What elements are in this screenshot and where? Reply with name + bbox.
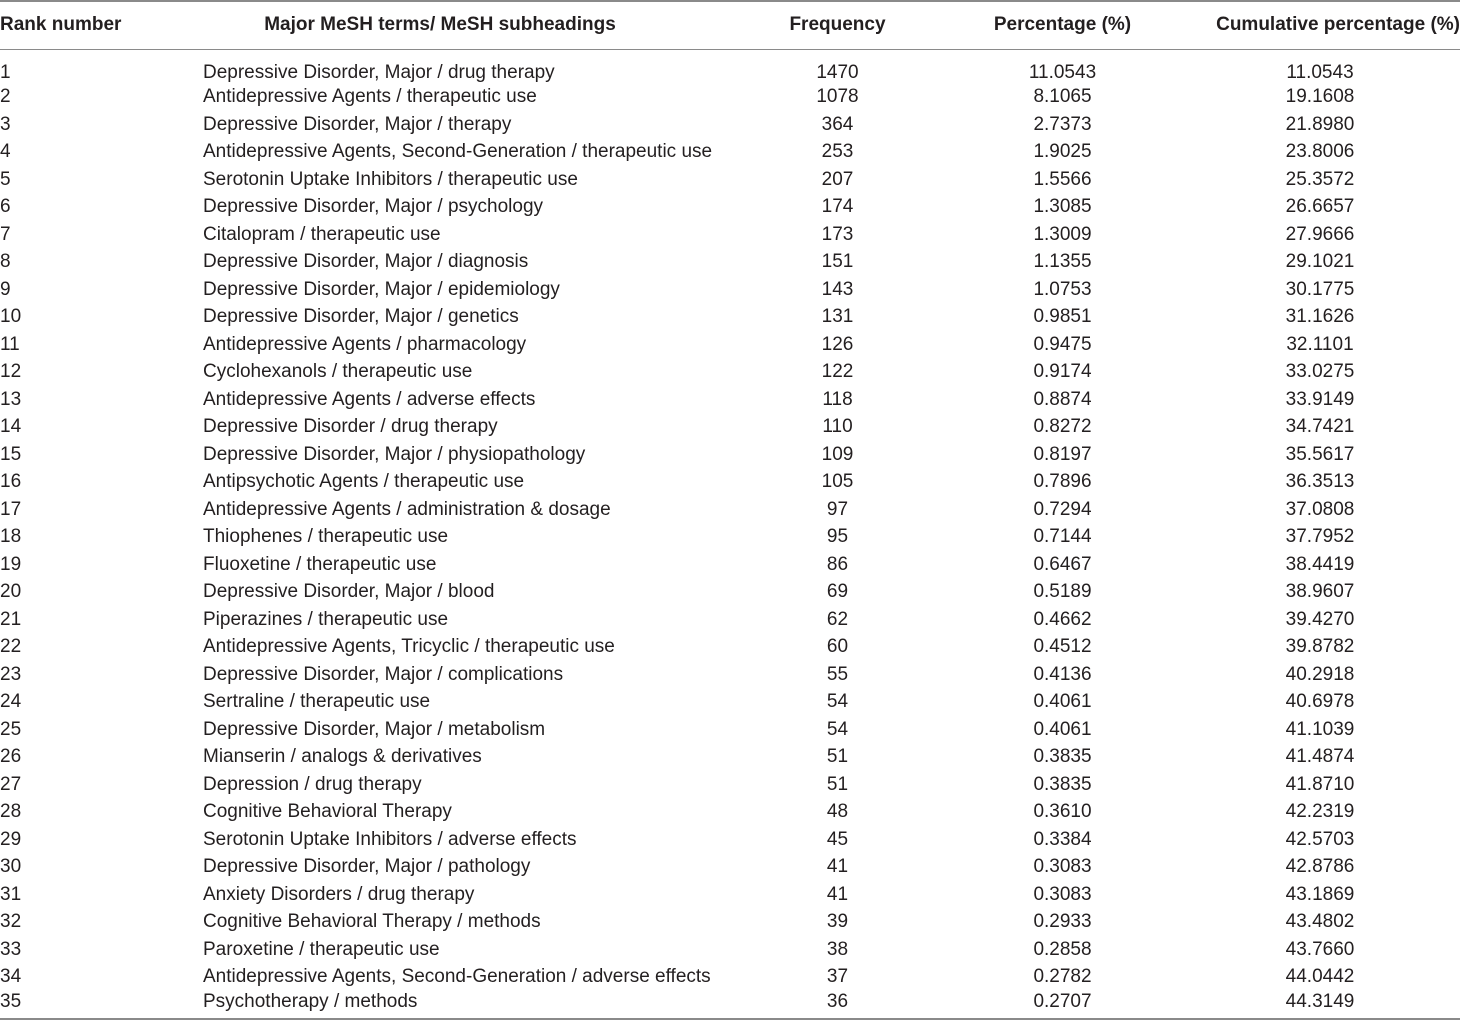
cell-frequency: 174 [821, 196, 854, 218]
cell-percentage: 0.4512 [1033, 636, 1092, 658]
cell-rank: 5 [0, 168, 11, 190]
cell-rank: 10 [0, 306, 22, 328]
cell-percentage: 0.8197 [1033, 443, 1092, 465]
table-row [0, 826, 1460, 854]
table-header [0, 1, 1460, 49]
table-row [0, 551, 1460, 579]
cell-rank: 22 [0, 636, 22, 658]
cell-term: Anxiety Disorders / drug therapy [203, 883, 475, 905]
cell-rank: 26 [0, 746, 22, 768]
cell-percentage: 0.9174 [1033, 361, 1092, 383]
cell-rank: 28 [0, 801, 22, 823]
cell-cumulative: 34.7421 [1285, 416, 1355, 438]
cell-percentage: 1.5566 [1033, 168, 1092, 190]
cell-rank: 31 [0, 883, 22, 905]
cell-cumulative: 39.4270 [1285, 608, 1355, 630]
cell-term: Antidepressive Agents / therapeutic use [203, 86, 537, 108]
cell-term: Antipsychotic Agents / therapeutic use [203, 471, 525, 493]
cell-rank: 12 [0, 361, 22, 383]
table-row [0, 221, 1460, 249]
cell-rank: 33 [0, 938, 22, 960]
table-row [0, 524, 1460, 552]
table-row [0, 909, 1460, 937]
cell-cumulative: 44.0442 [1285, 966, 1355, 988]
cell-cumulative: 37.7952 [1285, 526, 1355, 548]
cell-term: Cyclohexanols / therapeutic use [203, 361, 473, 383]
cell-cumulative: 42.2319 [1285, 801, 1355, 823]
cell-term: Cognitive Behavioral Therapy [203, 801, 452, 823]
cell-frequency: 207 [821, 168, 854, 190]
cell-cumulative: 37.0808 [1285, 498, 1355, 520]
table-row [0, 606, 1460, 634]
cell-rank: 35 [0, 991, 150, 1019]
cell-percentage: 0.2782 [1033, 966, 1092, 988]
cell-cumulative: 31.1626 [1285, 306, 1355, 328]
cell-percentage: 0.2933 [1033, 911, 1092, 933]
table-row [0, 496, 1460, 524]
table-row [0, 579, 1460, 607]
cell-percentage: 8.1065 [1033, 86, 1092, 108]
cell-rank: 24 [0, 691, 22, 713]
cell-rank: 3 [0, 113, 11, 135]
cell-percentage: 0.8874 [1033, 388, 1092, 410]
cell-frequency: 97 [826, 498, 849, 520]
table-row [0, 689, 1460, 717]
cell-frequency: 109 [821, 443, 854, 465]
cell-frequency: 45 [826, 828, 849, 850]
cell-term: Antidepressive Agents / pharmacology [203, 333, 527, 355]
cell-term: Antidepressive Agents / adverse effects [203, 388, 536, 410]
cell-term: Depressive Disorder, Major / diagnosis [203, 251, 529, 273]
cell-term: Thiophenes / therapeutic use [203, 526, 449, 548]
cell-percentage: 0.7144 [1033, 526, 1092, 548]
cell-term: Depressive Disorder, Major / therapy [203, 113, 512, 135]
cell-term: Cognitive Behavioral Therapy / methods [203, 911, 541, 933]
cell-rank: 4 [0, 141, 11, 163]
cell-percentage: 0.3835 [1033, 773, 1092, 795]
cell-frequency: 122 [821, 361, 854, 383]
cell-cumulative: 38.9607 [1285, 581, 1355, 603]
cell-term: Antidepressive Agents, Tricyclic / therapeutic use [203, 636, 615, 658]
cell-percentage: 0.6467 [1033, 553, 1092, 575]
cell-frequency: 38 [826, 938, 849, 960]
cell-rank: 8 [0, 251, 11, 273]
cell-cumulative: 38.4419 [1285, 553, 1355, 575]
cell-term: Antidepressive Agents, Second-Generation / therapeutic use [203, 141, 713, 163]
cell-term: Depressive Disorder, Major / blood [203, 581, 495, 603]
table-row [0, 139, 1460, 167]
cell-cumulative: 42.8786 [1285, 856, 1355, 878]
table-body [0, 49, 1460, 1019]
cell-frequency: 41 [826, 883, 849, 905]
cell-rank: 6 [0, 196, 11, 218]
cell-percentage: 0.7294 [1033, 498, 1092, 520]
cell-frequency: 105 [821, 471, 854, 493]
cell-frequency: 143 [821, 278, 854, 300]
table-row [0, 111, 1460, 139]
cell-term: Paroxetine / therapeutic use [203, 938, 440, 960]
cell-term: Citalopram / therapeutic use [203, 223, 441, 245]
table-row [0, 744, 1460, 772]
table-row [0, 359, 1460, 387]
cell-cumulative: 44.3149 [1180, 991, 1460, 1019]
cell-frequency: 131 [821, 306, 854, 328]
header-percentage: Percentage (%) [945, 1, 1180, 49]
cell-frequency: 364 [821, 113, 854, 135]
cell-percentage: 0.3083 [1033, 856, 1092, 878]
table-row [0, 276, 1460, 304]
cell-percentage: 0.3835 [1033, 746, 1092, 768]
header-rank: Rank number [0, 1, 150, 49]
cell-percentage: 2.7373 [1033, 113, 1092, 135]
cell-frequency: 54 [826, 718, 849, 740]
cell-term: Antidepressive Agents / administration & dosage [203, 498, 611, 520]
table-row [0, 991, 1460, 1019]
table-row [0, 49, 1460, 84]
cell-rank: 21 [0, 608, 22, 630]
cell-term: Psychotherapy / methods [150, 991, 730, 1019]
cell-frequency: 95 [826, 526, 849, 548]
cell-cumulative: 40.2918 [1285, 663, 1355, 685]
cell-frequency: 69 [826, 581, 849, 603]
cell-cumulative: 35.5617 [1285, 443, 1355, 465]
cell-cumulative: 29.1021 [1285, 251, 1355, 273]
cell-frequency: 54 [826, 691, 849, 713]
cell-cumulative: 42.5703 [1285, 828, 1355, 850]
cell-percentage: 11.0543 [1028, 61, 1097, 83]
cell-rank: 34 [0, 966, 22, 988]
cell-term: Depression / drug therapy [203, 773, 422, 795]
cell-cumulative: 27.9666 [1285, 223, 1355, 245]
cell-term: Serotonin Uptake Inhibitors / adverse effects [203, 828, 577, 850]
table-row [0, 634, 1460, 662]
cell-frequency: 253 [821, 141, 854, 163]
cell-cumulative: 43.1869 [1285, 883, 1355, 905]
cell-rank: 29 [0, 828, 22, 850]
cell-cumulative: 43.7660 [1285, 938, 1355, 960]
cell-frequency: 126 [821, 333, 854, 355]
table-row [0, 166, 1460, 194]
cell-rank: 14 [0, 416, 22, 438]
table-row [0, 194, 1460, 222]
cell-frequency: 60 [826, 636, 849, 658]
cell-percentage: 1.3009 [1033, 223, 1092, 245]
cell-cumulative: 43.4802 [1285, 911, 1355, 933]
cell-percentage: 1.9025 [1033, 141, 1092, 163]
cell-cumulative: 33.0275 [1285, 361, 1355, 383]
table-row [0, 386, 1460, 414]
cell-cumulative: 41.1039 [1285, 718, 1355, 740]
cell-term: Depressive Disorder, Major / epidemiology [203, 278, 560, 300]
cell-rank: 13 [0, 388, 22, 410]
cell-cumulative: 41.4874 [1285, 746, 1355, 768]
table-row [0, 799, 1460, 827]
cell-frequency: 62 [826, 608, 849, 630]
table-row [0, 414, 1460, 442]
cell-cumulative: 36.3513 [1285, 471, 1355, 493]
cell-frequency: 173 [821, 223, 854, 245]
cell-term: Antidepressive Agents, Second-Generation / adverse effects [203, 966, 711, 988]
cell-rank: 18 [0, 526, 22, 548]
cell-term: Depressive Disorder, Major / complications [203, 663, 564, 685]
table-row [0, 964, 1460, 992]
header-term: Major MeSH terms/ MeSH subheadings [150, 1, 730, 49]
cell-percentage: 1.3085 [1033, 196, 1092, 218]
cell-cumulative: 33.9149 [1285, 388, 1355, 410]
cell-percentage: 0.3083 [1033, 883, 1092, 905]
cell-cumulative: 26.6657 [1285, 196, 1355, 218]
cell-percentage: 0.3610 [1033, 801, 1092, 823]
cell-term: Depressive Disorder, Major / physiopathology [203, 443, 586, 465]
cell-cumulative: 21.8980 [1285, 113, 1355, 135]
cell-term: Depressive Disorder, Major / drug therapy [203, 61, 555, 83]
header-row [0, 1, 1460, 49]
cell-cumulative: 11.0543 [1286, 61, 1354, 83]
cell-cumulative: 39.8782 [1285, 636, 1355, 658]
table-row [0, 469, 1460, 497]
cell-term: Depressive Disorder, Major / genetics [203, 306, 519, 328]
cell-cumulative: 32.1101 [1286, 333, 1354, 355]
cell-percentage: 0.5189 [1033, 581, 1092, 603]
cell-rank: 15 [0, 443, 22, 465]
cell-cumulative: 19.1608 [1285, 86, 1355, 108]
cell-percentage: 0.4662 [1033, 608, 1092, 630]
cell-cumulative: 23.8006 [1285, 141, 1355, 163]
table-row [0, 441, 1460, 469]
cell-rank: 1 [0, 61, 11, 83]
table-row [0, 771, 1460, 799]
cell-term: Piperazines / therapeutic use [203, 608, 449, 630]
cell-frequency: 37 [826, 966, 849, 988]
cell-term: Depressive Disorder, Major / pathology [203, 856, 531, 878]
cell-frequency: 86 [826, 553, 849, 575]
table-row [0, 881, 1460, 909]
cell-frequency: 151 [821, 251, 854, 273]
table-row [0, 936, 1460, 964]
cell-rank: 32 [0, 911, 22, 933]
cell-rank: 2 [0, 86, 11, 108]
table-row [0, 331, 1460, 359]
cell-cumulative: 25.3572 [1285, 168, 1355, 190]
cell-percentage: 0.4061 [1033, 691, 1092, 713]
cell-percentage: 0.4061 [1033, 718, 1092, 740]
cell-cumulative: 30.1775 [1285, 278, 1355, 300]
cell-frequency: 51 [826, 773, 849, 795]
cell-percentage: 0.7896 [1033, 471, 1092, 493]
cell-rank: 11 [0, 333, 20, 355]
table-row [0, 304, 1460, 332]
table-row [0, 854, 1460, 882]
cell-frequency: 118 [822, 388, 853, 410]
cell-percentage: 0.2858 [1033, 938, 1092, 960]
table-row [0, 84, 1460, 112]
cell-percentage: 0.3384 [1033, 828, 1092, 850]
cell-term: Sertraline / therapeutic use [203, 691, 431, 713]
cell-percentage: 0.4136 [1033, 663, 1092, 685]
cell-frequency: 1078 [816, 86, 859, 108]
cell-term: Depressive Disorder, Major / psychology [203, 196, 544, 218]
cell-percentage: 0.9475 [1033, 333, 1092, 355]
cell-frequency: 48 [826, 801, 849, 823]
cell-frequency: 110 [822, 416, 853, 438]
cell-percentage: 0.8272 [1033, 416, 1092, 438]
table-row [0, 249, 1460, 277]
cell-rank: 16 [0, 471, 22, 493]
cell-rank: 30 [0, 856, 22, 878]
header-frequency: Frequency [730, 1, 945, 49]
cell-frequency: 55 [826, 663, 849, 685]
cell-frequency: 41 [826, 856, 849, 878]
cell-cumulative: 40.6978 [1285, 691, 1355, 713]
cell-frequency: 36 [730, 991, 945, 1019]
cell-frequency: 1470 [816, 61, 859, 83]
cell-rank: 20 [0, 581, 22, 603]
cell-rank: 17 [0, 498, 22, 520]
cell-cumulative: 41.8710 [1285, 773, 1355, 795]
header-cumulative: Cumulative percentage (%) [1180, 1, 1460, 49]
cell-percentage: 1.0753 [1033, 278, 1092, 300]
cell-term: Depressive Disorder, Major / metabolism [203, 718, 546, 740]
cell-percentage: 0.2707 [945, 991, 1180, 1019]
cell-term: Fluoxetine / therapeutic use [203, 553, 437, 575]
cell-term: Serotonin Uptake Inhibitors / therapeutic use [203, 168, 578, 190]
cell-rank: 23 [0, 663, 22, 685]
cell-frequency: 51 [826, 746, 849, 768]
table-row [0, 661, 1460, 689]
table-row [0, 716, 1460, 744]
cell-rank: 19 [0, 553, 22, 575]
cell-rank: 25 [0, 718, 22, 740]
cell-percentage: 1.1355 [1033, 251, 1092, 273]
cell-rank: 7 [0, 223, 11, 245]
cell-rank: 9 [0, 278, 11, 300]
cell-frequency: 39 [826, 911, 849, 933]
cell-percentage: 0.9851 [1033, 306, 1092, 328]
cell-term: Depressive Disorder / drug therapy [203, 416, 498, 438]
cell-rank: 27 [0, 773, 22, 795]
cell-term: Mianserin / analogs & derivatives [203, 746, 482, 768]
